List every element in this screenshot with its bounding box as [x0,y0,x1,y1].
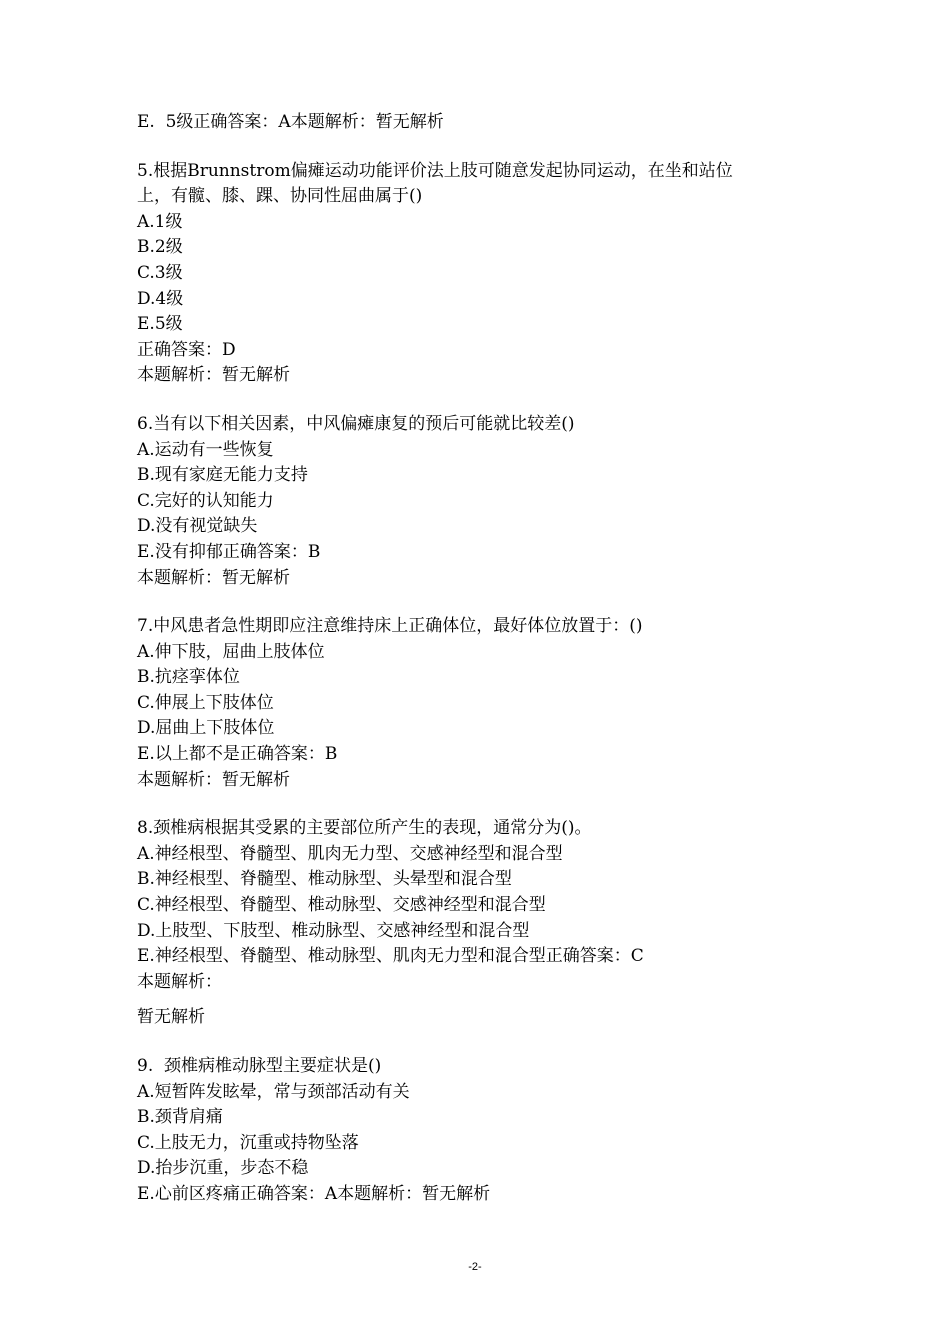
page-number: -2- [468,1261,482,1273]
question-9 [137,1054,817,1208]
question-5 [137,159,817,389]
question-stem: 5.根据Brunnstrom偏瘫运动功能评价法上肢可随意发起协同运动，在坐和站位 [137,160,733,181]
option-b: B.颈背肩痛 [137,1107,223,1128]
option-b: B.神经根型、脊髓型、椎动脉型、头晕型和混合型 [137,869,512,890]
option-b: B.现有家庭无能力支持 [137,465,308,486]
question-stem: 7.中风患者急性期即应注意维持床上正确体位，最好体位放置于：() [137,616,643,637]
analysis-text: 暂无解析 [137,1007,205,1028]
option-a: A.短暂阵发眩晕，常与颈部活动有关 [137,1081,410,1102]
option-a: A.伸下肢，屈曲上肢体位 [137,641,325,662]
question-7 [137,614,817,793]
option-e: E.没有抑郁正确答案：B [137,541,321,562]
option-c: C.3级 [137,262,183,283]
analysis-line: 本题解析：暂无解析 [137,769,290,790]
analysis-label: 本题解析： [137,971,222,992]
option-a: A.神经根型、脊髓型、肌肉无力型、交感神经型和混合型 [137,843,563,864]
option-d: D.4级 [137,288,184,309]
option-d: D.屈曲上下肢体位 [137,718,275,739]
analysis-line: 本题解析：暂无解析 [137,567,290,588]
option-a: A.运动有一些恢复 [137,439,274,460]
document-body [137,110,817,1208]
option-b: B.2级 [137,237,183,258]
option-a: A.1级 [137,211,183,232]
intro-line: E. 5级正确答案：A本题解析：暂无解析 [137,112,444,132]
question-stem: 9. 颈椎病椎动脉型主要症状是() [137,1056,382,1076]
option-e: E.神经根型、脊髓型、椎动脉型、肌肉无力型和混合型正确答案：C [137,946,644,967]
option-c: C.上肢无力，沉重或持物坠落 [137,1132,359,1153]
question-stem: 6.当有以下相关因素，中风偏瘫康复的预后可能就比较差() [137,413,575,434]
option-d: D.抬步沉重，步态不稳 [137,1158,309,1179]
option-c: C.伸展上下肢体位 [137,692,274,713]
question-6 [137,412,817,591]
question-stem-continued: 上，有髋、膝、踝、协同性屈曲属于() [137,186,423,207]
question-8 [137,816,817,1031]
analysis-line: 本题解析：暂无解析 [137,365,290,386]
option-e: E.以上都不是正确答案：B [137,744,338,765]
answer-line: 正确答案：D [137,339,236,360]
question-stem: 8.颈椎病根据其受累的主要部位所产生的表现，通常分为()。 [137,818,592,839]
option-e: E.5级 [137,314,183,335]
option-d: D.上肢型、下肢型、椎动脉型、交感神经型和混合型 [137,920,530,941]
option-e: E.心前区疼痛正确答案：A本题解析：暂无解析 [137,1183,491,1204]
option-d: D.没有视觉缺失 [137,516,258,537]
option-c: C.神经根型、脊髓型、椎动脉型、交感神经型和混合型 [137,895,546,916]
option-c: C.完好的认知能力 [137,490,274,511]
option-b: B.抗痉挛体位 [137,667,240,688]
